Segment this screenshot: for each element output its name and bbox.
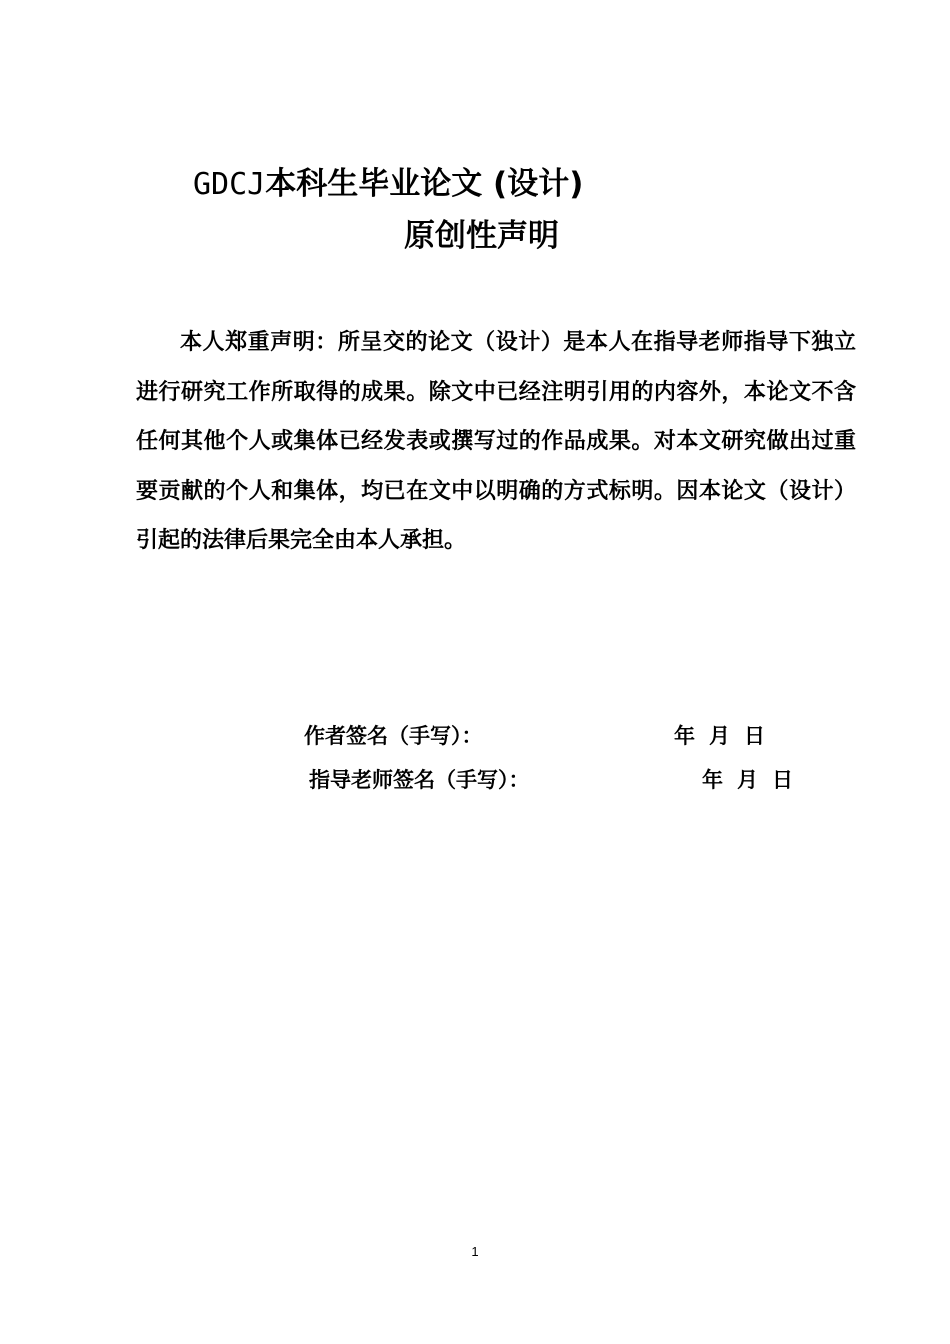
title-main: 本科生毕业论文 <box>265 166 483 202</box>
declaration-paragraph: 本人郑重声明：所呈交的论文（设计）是本人在指导老师指导下独立进行研究工作所取得的成果。除文中已经注明引用的内容外，本论文不含任何其他个人或集体已经发表或撰写过的作品成果。对本文研究做出过重要贡献的个人和集体，均已在文中以明确的方式标明。因本论文（设计）引起的法律后果完全由本人承担。 <box>136 330 856 553</box>
page-title <box>193 166 583 203</box>
advisor-date-day: 日 <box>772 768 793 792</box>
author-date-year: 年 <box>674 724 695 748</box>
page-number: 1 <box>471 1244 479 1259</box>
advisor-signature-label: 指导老师签名（手写）： <box>309 768 530 792</box>
advisor-date <box>702 768 807 793</box>
advisor-date-month: 月 <box>737 768 758 792</box>
page-subtitle: 原创性声明 <box>404 218 559 254</box>
advisor-date-year: 年 <box>702 768 723 792</box>
title-prefix: GDCJ <box>193 167 266 202</box>
author-date-month: 月 <box>709 724 730 748</box>
author-date-day: 日 <box>744 724 765 748</box>
author-signature-label: 作者签名（手写）： <box>304 724 483 748</box>
title-suffix: (设计) <box>493 166 584 202</box>
author-date <box>674 724 779 749</box>
